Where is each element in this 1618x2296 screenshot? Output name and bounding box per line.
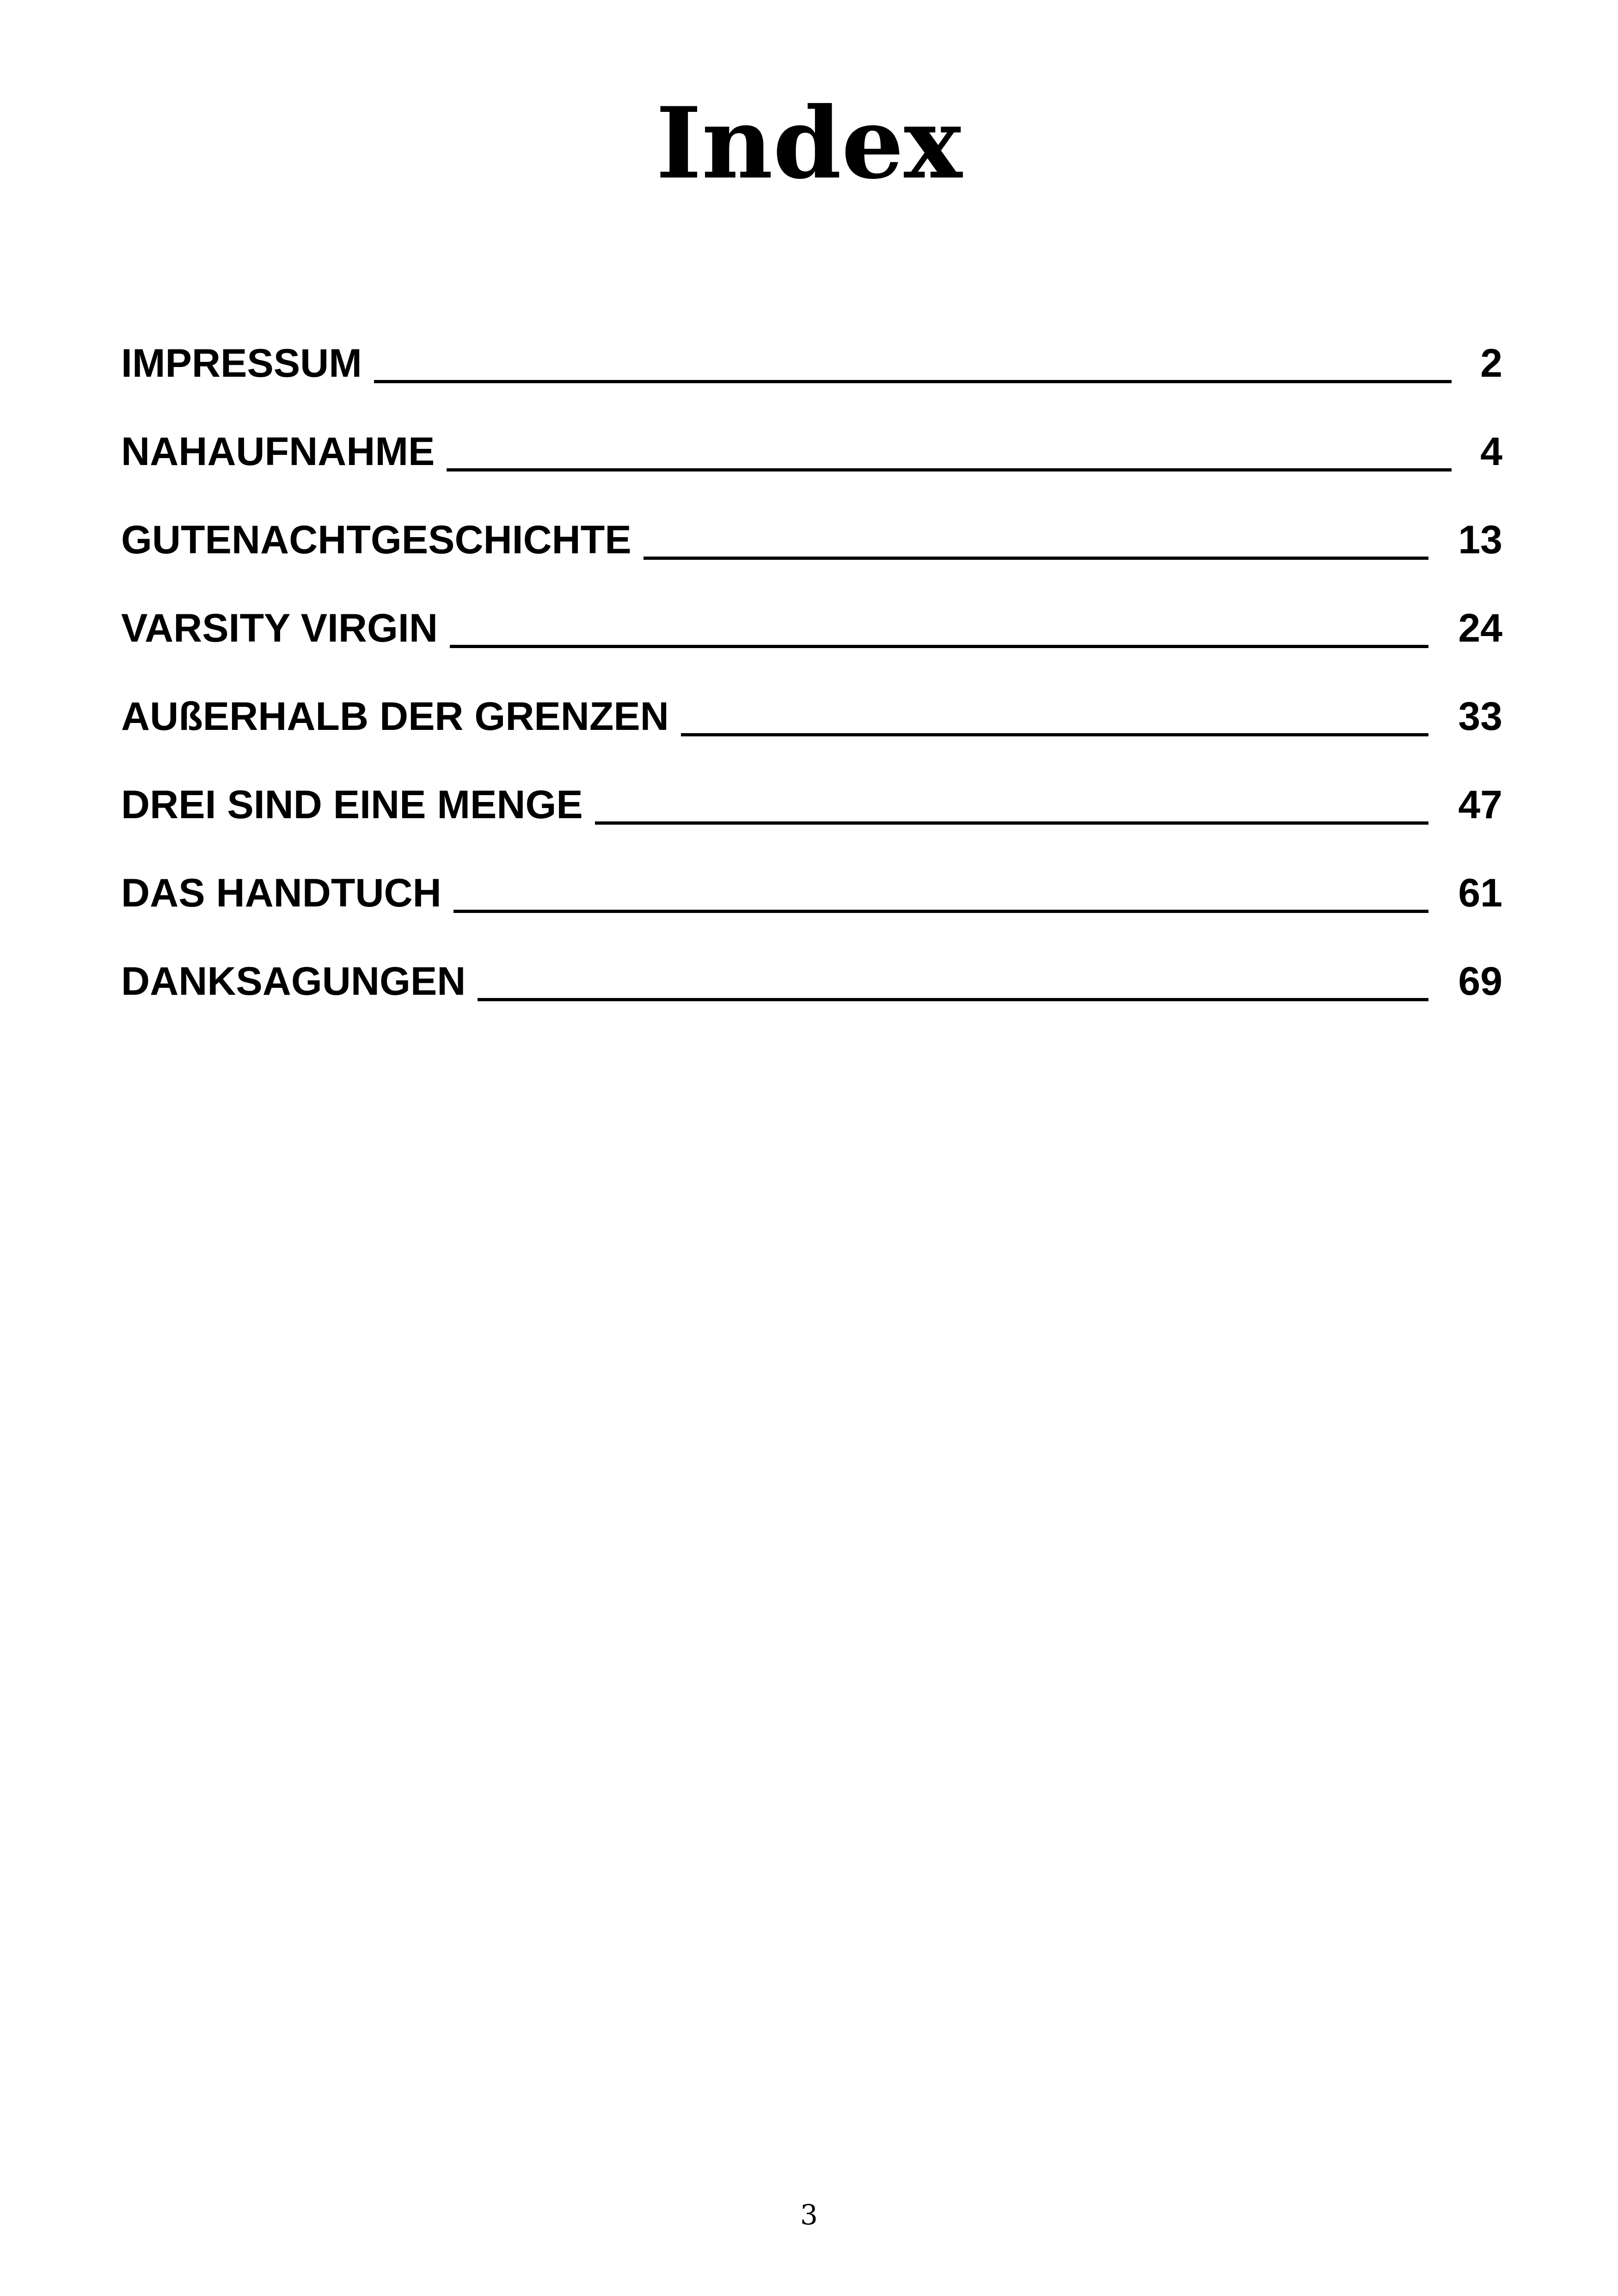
toc-entry-label: DAS HANDTUCH (121, 871, 441, 915)
toc-entry-label: IMPRESSUM (121, 341, 362, 386)
toc-entry-label: DREI SIND EINE MENGE (121, 783, 583, 827)
toc-entry-page: 61 (1458, 871, 1502, 915)
toc-entry-label: GUTENACHTGESCHICHTE (121, 518, 631, 562)
toc-entry-label: VARSITY VIRGIN (121, 606, 438, 650)
toc-entry-page: 69 (1458, 959, 1502, 1004)
toc-entry-drei-sind-eine-menge[interactable] (121, 770, 1502, 858)
toc-entry-label: NAHAUFNAHME (121, 429, 435, 474)
toc-entry-page: 24 (1458, 606, 1502, 650)
toc-entry-impressum[interactable] (121, 329, 1502, 417)
page-number: 3 (800, 2199, 818, 2231)
toc-entry-page: 2 (1480, 341, 1502, 386)
toc-entry-page: 13 (1458, 518, 1502, 562)
toc-leader-line (595, 821, 1428, 825)
toc-entry-gutenachtgeschichte[interactable] (121, 505, 1502, 594)
toc-entry-ausserhalb-der-grenzen[interactable] (121, 682, 1502, 770)
toc-leader-line (681, 733, 1428, 736)
toc-entry-varsity-virgin[interactable] (121, 594, 1502, 682)
toc-entry-nahaufnahme[interactable] (121, 417, 1502, 505)
toc-entry-danksagungen[interactable] (121, 947, 1502, 1035)
toc-leader-line (447, 468, 1452, 471)
toc-leader-line (478, 998, 1428, 1001)
toc-entry-label: AUßERHALB DER GRENZEN (121, 694, 669, 739)
toc-entry-page: 47 (1458, 783, 1502, 827)
page-title: Index (656, 86, 962, 201)
table-of-contents (121, 329, 1502, 1035)
toc-leader-line (454, 910, 1428, 913)
toc-entry-das-handtuch[interactable] (121, 858, 1502, 947)
toc-entry-page: 4 (1480, 429, 1502, 474)
toc-leader-line (644, 557, 1428, 560)
toc-leader-line (450, 645, 1428, 648)
toc-entry-label: DANKSAGUNGEN (121, 959, 466, 1004)
toc-entry-page: 33 (1458, 694, 1502, 739)
toc-leader-line (374, 380, 1452, 383)
